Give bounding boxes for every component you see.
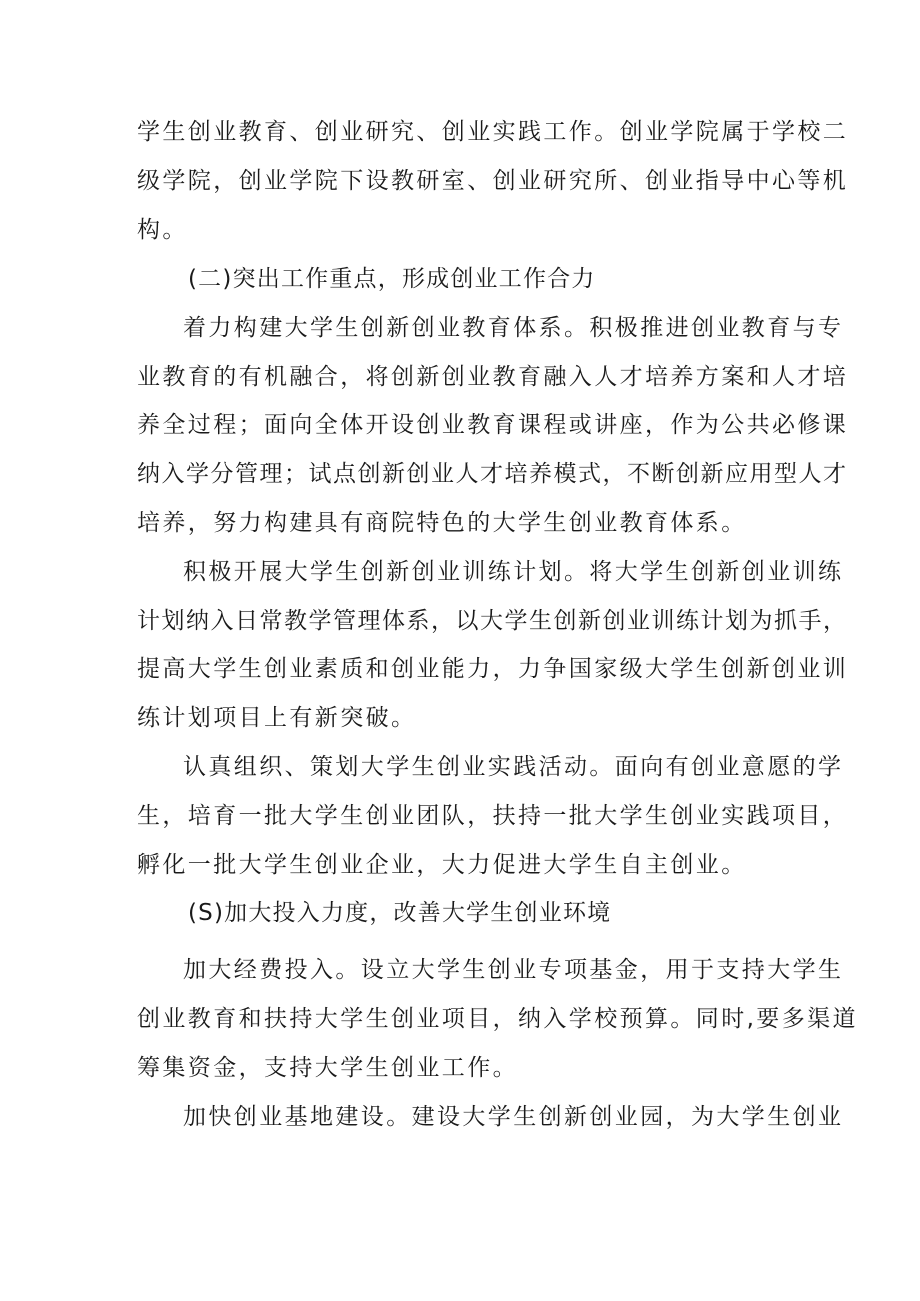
paragraph-line: 提高大学生创业素质和创业能力，力争国家级大学生创新创业训 [137, 656, 849, 682]
paragraph-line: 构。 [137, 217, 188, 243]
paragraph-line: 加大经费投入。设立大学生创业专项基金，用于支持大学生 [183, 957, 844, 983]
paragraph-line: 创业教育和扶持大学生创业项目，纳入学校预算。同时,要多渠道 [137, 1006, 858, 1032]
paragraph-line: 积极开展大学生创新创业训练计划。将大学生创新创业训练 [183, 559, 844, 585]
paragraph-line: 加快创业基地建设。建设大学生创新创业园，为大学生创业 [183, 1104, 844, 1130]
paragraph-line: 练计划项目上有新突破。 [137, 705, 417, 731]
paragraph-line: 计划纳入日常教学管理体系，以大学生创新创业训练计划为抓手， [137, 608, 848, 634]
paragraph-line: 培养，努力构建具有商院特色的大学生创业教育体系。 [137, 510, 747, 536]
paragraph-line: 养全过程；面向全体开设创业教育课程或讲座，作为公共必修课 [137, 412, 849, 438]
section-heading: (二)突出工作重点，形成创业工作合力 [188, 266, 596, 292]
paragraph-line: 级学院，创业学院下设教研室、创业研究所、创业指导中心等机 [137, 168, 849, 194]
paragraph-line: 着力构建大学生创新创业教育体系。积极推进创业教育与专 [183, 315, 844, 341]
section-heading: (S)加大投入力度，改善大学生创业环境 [188, 900, 612, 926]
paragraph-line: 学生创业教育、创业研究、创业实践工作。创业学院属于学校二 [137, 119, 849, 145]
paragraph-line: 认真组织、策划大学生创业实践活动。面向有创业意愿的学 [183, 754, 844, 780]
paragraph-line: 业教育的有机融合，将创新创业教育融入人才培养方案和人才培 [137, 364, 849, 390]
paragraph-line: 生，培育一批大学生创业团队，扶持一批大学生创业实践项目， [137, 803, 849, 829]
paragraph-line: 纳入学分管理；试点创新创业人才培养模式，不断创新应用型人才 [137, 461, 848, 487]
paragraph-line: 筹集资金，支持大学生创业工作。 [137, 1055, 518, 1081]
paragraph-line: 孵化一批大学生创业企业，大力促进大学生自主创业。 [137, 852, 747, 878]
